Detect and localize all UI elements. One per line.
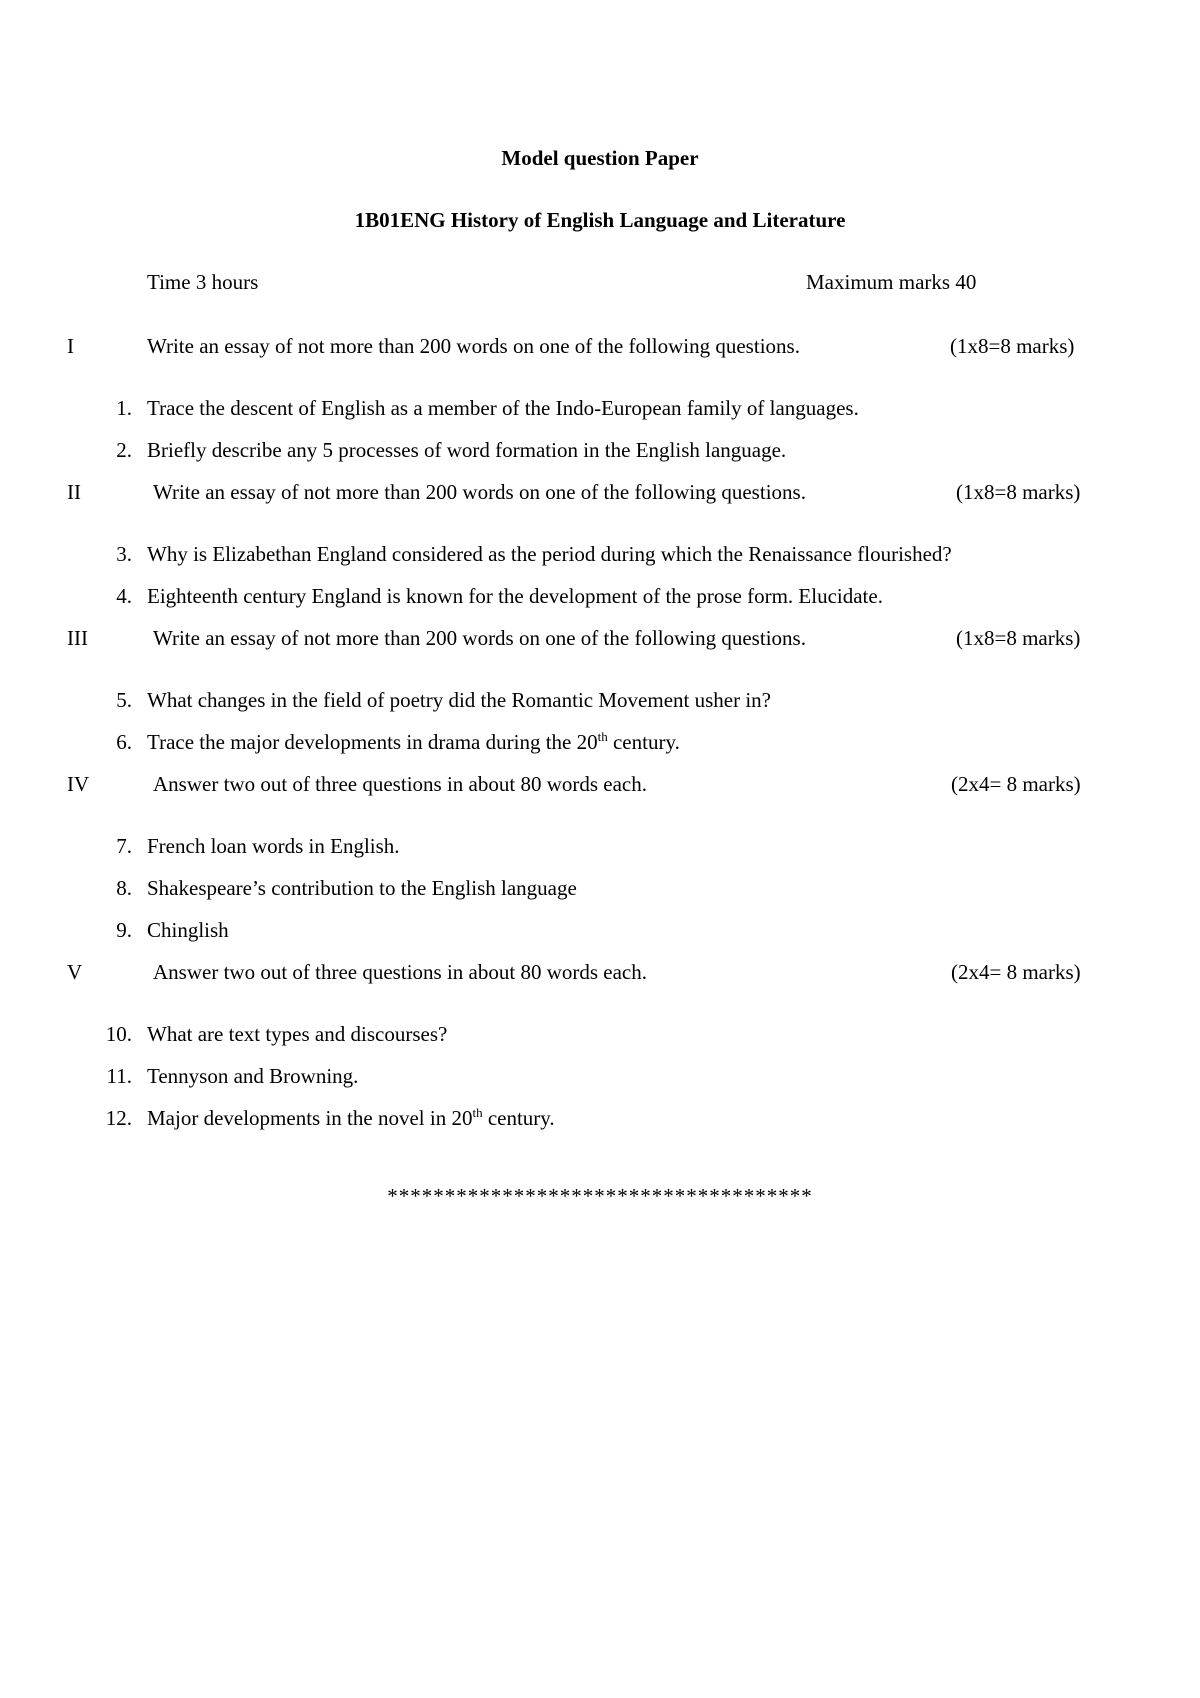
section-marks: (1x8=8 marks)	[956, 480, 1081, 504]
question-number: 1.	[116, 396, 132, 420]
question-text: What changes in the field of poetry did the Romantic Movement usher in?	[147, 688, 771, 712]
question-number: 10.	[105, 1022, 132, 1046]
max-marks-label: Maximum marks 40	[806, 270, 977, 294]
question-text: Trace the major developments in drama during the 20th century.	[147, 729, 680, 754]
question-number: 3.	[116, 542, 132, 566]
section-marks: (1x8=8 marks)	[956, 626, 1081, 650]
end-of-paper-divider: *************************************	[387, 1184, 813, 1208]
question-number: 2.	[116, 438, 132, 462]
question-number: 8.	[116, 876, 132, 900]
superscript-ordinal: th	[597, 729, 608, 744]
section-marks: (2x4= 8 marks)	[951, 772, 1081, 796]
question-text: Briefly describe any 5 processes of word formation in the English language.	[147, 438, 787, 462]
section-instruction: Answer two out of three questions in about 80 words each.	[153, 772, 647, 796]
section-instruction: Write an essay of not more than 200 words on one of the following questions.	[153, 480, 806, 504]
question-number: 7.	[116, 834, 132, 858]
superscript-ordinal: th	[472, 1105, 483, 1120]
course-title: 1B01ENG History of English Language and Literature	[354, 208, 846, 232]
question-number: 4.	[116, 584, 132, 608]
question-number: 12.	[105, 1106, 132, 1130]
question-text: Trace the descent of English as a member of the Indo-European family of languages.	[147, 396, 859, 420]
section-numeral: IV	[67, 772, 90, 796]
section-numeral: V	[67, 960, 83, 984]
question-number: 9.	[116, 918, 132, 942]
section-instruction: Write an essay of not more than 200 words on one of the following questions.	[153, 626, 806, 650]
question-number: 5.	[116, 688, 132, 712]
question-text: French loan words in English.	[147, 834, 400, 858]
section-numeral: II	[67, 480, 81, 504]
section-marks: (1x8=8 marks)	[950, 334, 1075, 358]
question-number: 11.	[106, 1064, 132, 1088]
section-numeral: III	[67, 626, 88, 650]
question-text: Chinglish	[147, 918, 229, 942]
section-instruction: Answer two out of three questions in about 80 words each.	[153, 960, 647, 984]
question-text: Major developments in the novel in 20th century.	[147, 1105, 555, 1130]
section-marks: (2x4= 8 marks)	[951, 960, 1081, 984]
page-title: Model question Paper	[501, 146, 699, 170]
question-text: Tennyson and Browning.	[147, 1064, 359, 1088]
question-text: Eighteenth century England is known for the development of the prose form. Elucidate.	[147, 584, 883, 608]
question-number: 6.	[116, 730, 132, 754]
question-text: Why is Elizabethan England considered as the period during which the Renaissance flourished?	[147, 542, 952, 566]
time-label: Time 3 hours	[147, 270, 259, 294]
question-text: What are text types and discourses?	[147, 1022, 448, 1046]
section-instruction: Write an essay of not more than 200 words on one of the following questions.	[147, 334, 800, 358]
question-text: Shakespeare’s contribution to the English language	[147, 876, 577, 900]
section-numeral: I	[67, 334, 74, 358]
